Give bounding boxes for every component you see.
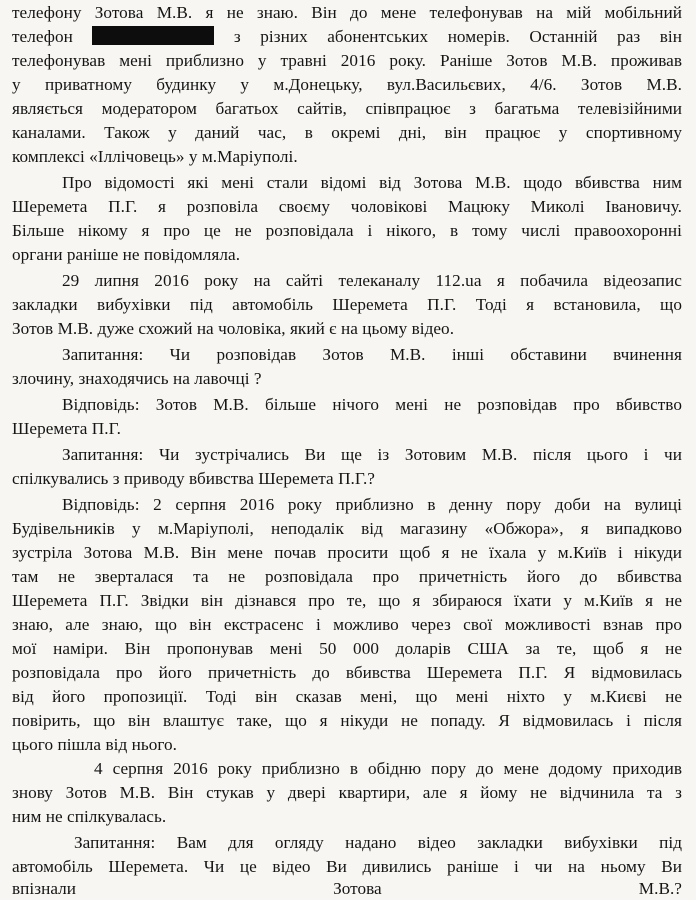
text-line: там не зверталася та не розповідала про причетність його до вбивства xyxy=(12,567,682,586)
text-line: 4 серпня 2016 року приблизно в обідню пору до мене додому приходив xyxy=(94,759,682,778)
text-line: знову Зотов М.В. Він стукав у двері квартири, але я йому не відчинила та з xyxy=(12,783,682,802)
text-line: зустріла Зотова М.В. Він мене почав просити щоб я не їхала у м.Київ і нікуди xyxy=(12,543,682,562)
text-line: Шеремета П.Г. Звідки він дізнався про те, що я збираюся їхати у м.Київ я не xyxy=(12,591,682,610)
text-line: знаю, але знаю, що він екстрасенс і можливо через свої можливості взнав про xyxy=(12,615,682,634)
text-line: Будівельників у м.Маріуполі, неподалік від магазину «Обжора», я випадково xyxy=(12,519,682,538)
text-line: спілкувались з приводу вбивства Шеремета П.Г.? xyxy=(12,469,375,488)
text-line: Запитання: Чи зустрічались Ви ще із Зотовим М.В. після цього і чи xyxy=(62,445,682,464)
text-line: Шеремета П.Г. я розповіла своєму чоловікові Мацюку Миколі Івановичу. xyxy=(12,197,682,216)
redaction-block xyxy=(92,26,214,45)
text-line: телефонував мені приблизно у травні 2016 року. Раніше Зотов М.В. проживав xyxy=(12,51,682,70)
text-line: комплексі «Іллічовець» у м.Маріуполі. xyxy=(12,147,298,166)
text-line: ним не спілкувалась. xyxy=(12,807,167,826)
text-line: автомобіль Шеремета. Чи це відео Ви дивились раніше і чи на ньому Ви xyxy=(12,857,682,876)
text-line: впізнали Зотова М.В.? xyxy=(12,879,682,898)
text-line: від його пропозиції. Тоді він сказав мені, що мені ніхто у м.Києві не xyxy=(12,687,682,706)
text-segment: телефон xyxy=(12,27,73,46)
text-line: Зотов М.В. дуже схожий на чоловіка, який є на цьому відео. xyxy=(12,319,455,338)
text-line: Запитання: Вам для огляду надано відео закладки вибухівки під xyxy=(74,833,682,852)
text-line: каналами. Також у даний час, в окремі дні, він працює у спортивному xyxy=(12,123,682,142)
text-line: мої наміри. Він пропонував мені 50 000 доларів США за те, щоб я не xyxy=(12,639,682,658)
text-segment: з різних абонентських номерів. Останній раз він xyxy=(233,27,682,46)
text-line: Запитання: Чи розповідав Зотов М.В. інші обставини вчинення xyxy=(62,345,682,364)
text-line: у приватному будинку у м.Донецьку, вул.Васильєвих, 4/6. Зотов М.В. xyxy=(12,75,682,94)
text-line: повірить, що він влаштує таке, що я нікуди не попаду. Я відмовилась і після xyxy=(12,711,682,730)
text-line: органи раніше не повідомляла. xyxy=(12,245,241,264)
text-line: злочину, знаходячись на лавочці ? xyxy=(12,369,262,388)
text-line: 29 липня 2016 року на сайті телеканалу 112.ua я побачила відеозапис xyxy=(62,271,682,290)
text-line: Шеремета П.Г. xyxy=(12,419,121,438)
text-line: Про відомості які мені стали відомі від Зотова М.В. щодо вбивства ним xyxy=(62,173,682,192)
text-line: цього пішла від нього. xyxy=(12,735,178,754)
text-line: Відповідь: Зотов М.В. більше нічого мені не розповідав про вбивство xyxy=(62,395,682,414)
text-line: телефону Зотова М.В. я не знаю. Він до мене телефонував на мій мобільний xyxy=(12,3,682,22)
text-line: являється модератором багатьох сайтів, співпрацює з багатьма телевізійними xyxy=(12,99,682,118)
text-line-with-redaction xyxy=(12,26,682,48)
text-line: Відповідь: 2 серпня 2016 року приблизно в денну пору доби на вулиці xyxy=(62,495,682,514)
text-line: розповідала про його причетність до вбивства Шеремета П.Г. Я відмовилась xyxy=(12,663,682,682)
text-line: закладки вибухівки під автомобіль Шеремета П.Г. Тоді я встановила, що xyxy=(12,295,682,314)
text-line: Більше нікому я про це не розповідала і нікого, в тому числі правоохоронні xyxy=(12,221,682,240)
